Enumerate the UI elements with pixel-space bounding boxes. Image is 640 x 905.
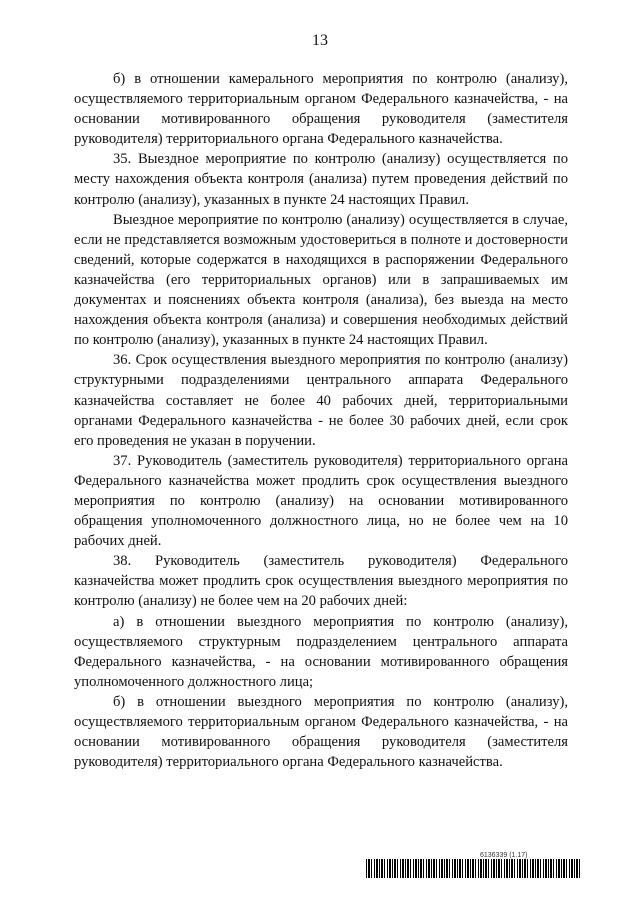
barcode-caption: 6136339 (1.17) [480,852,528,859]
document-body [74,69,568,772]
paragraph-38-a: а) в отношении выездного мероприятия по контролю (анализу), осуществляемого структурным подразделением центрального аппарата Федерального казначейства, - на основании мотивированного обращения уполномоченного должностного лица; [74,613,568,690]
paragraph-37: 37. Руководитель (заместитель руководителя) территориального органа Федерального казначейства может продлить срок осуществления выездного мероприятия по контролю (анализу) на основании мотивированного обращения уполномоченного должностного лица, но не более чем на 10 рабочих дней. [74,452,568,550]
paragraph-b-kameralnoe: б) в отношении камерального мероприятия по контролю (анализу), осуществляемого территориальным органом Федерального казначейства, - на основании мотивированного обращения руководителя (заместителя руководителя) территориального органа Федерального казначейства. [74,71,568,148]
paragraph-35: 35. Выездное мероприятие по контролю (анализу) осуществляется по месту нахождения объекта контроля (анализа) путем проведения действий по контролю (анализу), указанных в пункте 24 настоящих Правил. [74,151,568,208]
page-number: 13 [312,32,328,49]
paragraph-36: 36. Срок осуществления выездного мероприятия по контролю (анализу) структурными подразделениями центрального аппарата Федерального казначейства составляет не более 40 рабочих дней, территориальными органами Федерального казначейства - не более 30 рабочих дней, если срок его проведения не указан в поручении. [74,352,568,449]
paragraph-35-cont: Выездное мероприятие по контролю (анализу) осуществляется в случае, если не представляется возможным удостовериться в полноте и достоверности сведений, которые содержатся в находящихся в распоряжении Федерального казначейства (его территориальных органов) или в запрашиваемых им документах и пояснениях объекта контроля (анализа), без выезда на место нахождения объекта контроля (анализа) и совершения необходимых действий по контролю (анализу), указанных в пункте 24 настоящих Правил. [74,211,568,349]
paragraph-38-b: б) в отношении выездного мероприятия по контролю (анализу), осуществляемого территориальным органом Федерального казначейства, - на основании мотивированного обращения руководителя (заместителя руководителя) территориального органа Федерального казначейства. [74,693,568,771]
barcode-icon [366,859,582,878]
paragraph-38: 38. Руководитель (заместитель руководителя) Федерального казначейства может продлить срок осуществления выездного мероприятия по контролю (анализу) не более чем на 20 рабочих дней: [74,553,568,610]
